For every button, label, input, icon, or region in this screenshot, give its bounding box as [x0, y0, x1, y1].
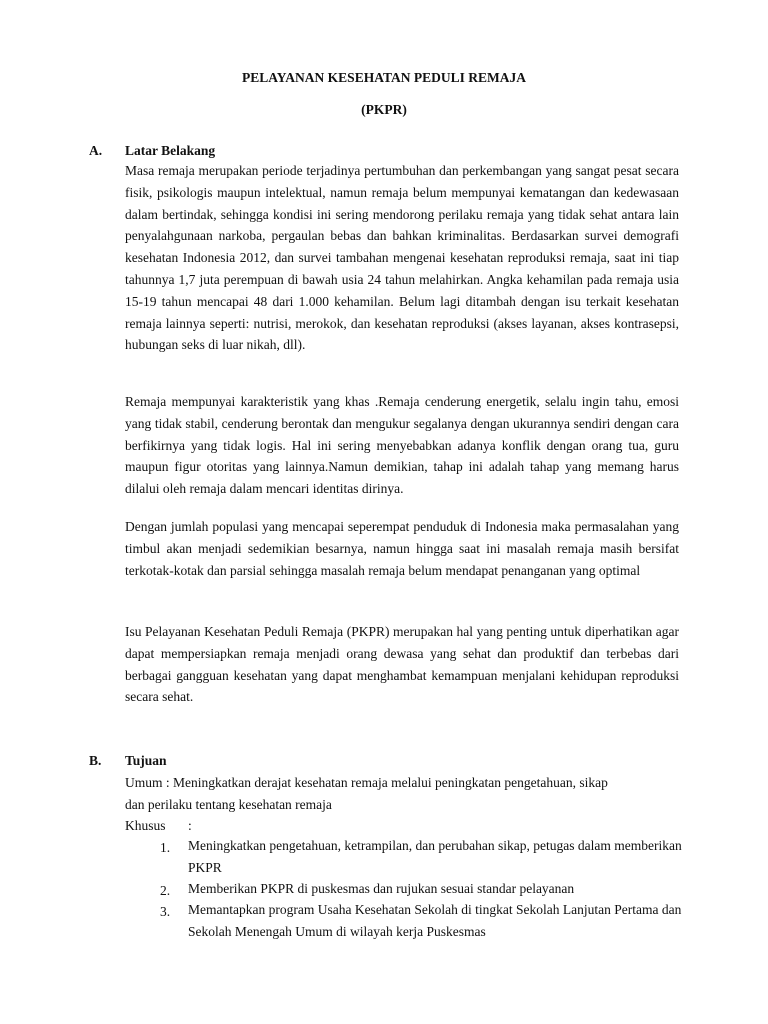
list-item-number: 3.: [160, 904, 171, 919]
document-subtitle: (PKPR): [361, 102, 407, 117]
section-b-letter: B.: [89, 753, 102, 768]
section-a-paragraph-1: Masa remaja merupakan periode terjadinya pertumbuhan dan perkembangan yang sangat pesat secara fisik, psikologis maupun intelektual, namun remaja belum mempunyai kematangan dan kedewasaan dalam bertindak, sehingga kondisi ini sering mendorong perilaku remaja yang tidak sehat antara lain penyalahgunaan narkoba, pergaulan bebas dan bahkan kriminalitas. Berdasarkan survei demografi kesehatan Indonesia 2012, dan survei tambahan mengenai kesehatan reproduksi remaja, saat ini tiap tahunnya 1,7 juta perempuan di bawah usia 24 tahun melahirkan. Angka kehamilan pada remaja usia 15-19 tahun mencapai 48 dari 1.000 kehamilan. Belum lagi ditambah dengan isu terkait kesehatan remaja lainnya seperti: nutrisi, merokok, dan kesehatan reproduksi (akses layanan, akses kontrasepsi, hubungan seks di luar nikah, dll).: [125, 163, 679, 353]
list-item-number: 2.: [160, 883, 171, 898]
section-a-paragraph-4: Isu Pelayanan Kesehatan Peduli Remaja (PKPR) merupakan hal yang penting untuk diperhatikan agar dapat mempersiapkan remaja menjadi orang dewasa yang sehat dan produktif dan terbebas dari berbagai gangguan kesehatan yang dapat menghambat kemampuan menjalani kehidupan reproduksi secara sehat.: [125, 624, 679, 705]
list-item-number: 1.: [160, 840, 171, 855]
khusus-colon: :: [188, 818, 192, 833]
section-a-heading: Latar Belakang: [125, 143, 216, 158]
umum-line-2: dan perilaku tentang kesehatan remaja: [125, 797, 332, 812]
list-item: Meningkatkan pengetahuan, ketrampilan, dan perubahan sikap, petugas dalam memberikan PKPR: [188, 838, 682, 875]
section-a-paragraph-3: Dengan jumlah populasi yang mencapai seperempat penduduk di Indonesia maka permasalahan yang timbul akan menjadi sedemikian besarnya, namun hingga saat ini masalah remaja masih bersifat terkotak-kotak dan parsial sehingga masalah remaja belum mendapat penanganan yang optimal: [125, 519, 679, 578]
list-item: Memantapkan program Usaha Kesehatan Sekolah di tingkat Sekolah Lanjutan Pertama dan Sekolah Menengah Umum di wilayah kerja Puskesmas: [188, 902, 682, 939]
section-a-paragraph-2: Remaja mempunyai karakteristik yang khas .Remaja cenderung energetik, selalu ingin tahu, emosi yang tidak stabil, cenderung berontak dan mengukur segalanya dengan ukurannya sendiri dengan cara berfikirnya yang tidak logis. Hal ini sering menyebabkan adanya konflik dengan orang tua, guru maupun figur otoritas yang lainnya.Namun demikian, tahap ini adalah tahap yang memang harus dilalui oleh remaja dalam mencari identitas dirinya.: [125, 394, 679, 497]
document-title: PELAYANAN KESEHATAN PEDULI REMAJA: [242, 70, 526, 85]
umum-line-1: Umum : Meningkatkan derajat kesehatan remaja melalui peningkatan pengetahuan, sikap: [125, 775, 608, 790]
section-a-letter: A.: [89, 143, 103, 158]
khusus-label: Khusus: [125, 818, 166, 833]
section-b-heading: Tujuan: [125, 753, 167, 768]
list-item: Memberikan PKPR di puskesmas dan rujukan sesuai standar pelayanan: [188, 881, 575, 896]
